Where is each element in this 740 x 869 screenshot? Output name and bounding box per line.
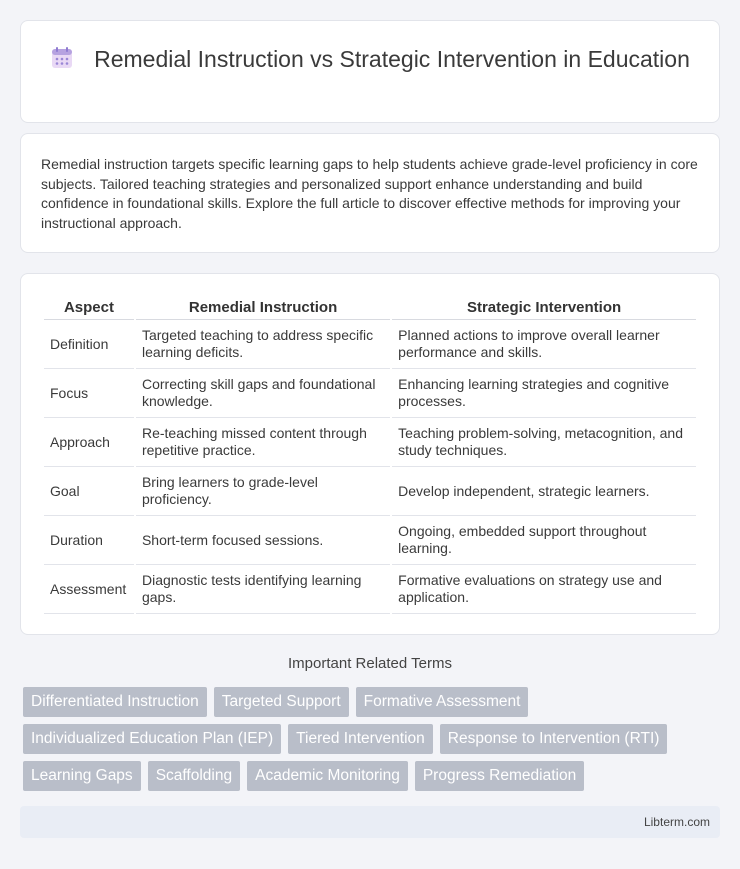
tag-scaffolding[interactable]: Scaffolding — [148, 761, 240, 791]
page-title-text: Remedial Instruction vs Strategic Intervention in Education — [94, 46, 690, 72]
cell-strategic: Teaching problem-solving, metacognition, and study techniques. — [392, 418, 696, 467]
cell-remedial: Re-teaching missed content through repetitive practice. — [136, 418, 390, 467]
cell-aspect: Goal — [44, 467, 134, 516]
cell-remedial: Diagnostic tests identifying learning gaps. — [136, 565, 390, 614]
tag-row — [23, 761, 723, 791]
cell-aspect: Duration — [44, 516, 134, 565]
tag-row — [23, 687, 723, 717]
table-row — [44, 516, 696, 565]
calendar-icon — [50, 46, 74, 77]
related-terms-title: Important Related Terms — [288, 655, 452, 672]
footer-site-link[interactable]: Libterm.com — [643, 815, 710, 829]
cell-strategic: Formative evaluations on strategy use and application. — [392, 565, 696, 614]
cell-aspect: Focus — [44, 369, 134, 418]
table-row — [44, 418, 696, 467]
header-strategic: Strategic Intervention — [392, 296, 696, 320]
cell-aspect: Definition — [44, 320, 134, 369]
tag-learning-gaps[interactable]: Learning Gaps — [23, 761, 141, 791]
cell-remedial: Correcting skill gaps and foundational knowledge. — [136, 369, 390, 418]
table-row — [44, 467, 696, 516]
tag-iep[interactable]: Individualized Education Plan (IEP) — [23, 724, 281, 754]
comparison-table-card — [20, 273, 720, 635]
cell-remedial: Short-term focused sessions. — [136, 516, 390, 565]
page-title — [21, 45, 719, 77]
cell-strategic: Ongoing, embedded support throughout learning. — [392, 516, 696, 565]
tag-rti[interactable]: Response to Intervention (RTI) — [440, 724, 668, 754]
table-row — [44, 565, 696, 614]
cell-strategic: Develop independent, strategic learners. — [392, 467, 696, 516]
cell-aspect: Approach — [44, 418, 134, 467]
header-remedial: Remedial Instruction — [136, 296, 390, 320]
cell-remedial: Bring learners to grade-level proficiency. — [136, 467, 390, 516]
intro-paragraph: Remedial instruction targets specific learning gaps to help students achieve grade-level proficiency in core subjects. Tailored teaching strategies and personalized support enhance understanding and build confidence in foundational skills. Explore the full article to discover effective methods for improving your instructional approach. — [41, 156, 698, 231]
tag-formative-assessment[interactable]: Formative Assessment — [356, 687, 529, 717]
table-header-row — [44, 296, 696, 320]
tag-tiered-intervention[interactable]: Tiered Intervention — [288, 724, 433, 754]
tag-row — [23, 724, 723, 754]
table-row — [44, 369, 696, 418]
cell-aspect: Assessment — [44, 565, 134, 614]
footer — [20, 806, 720, 838]
cell-strategic: Planned actions to improve overall learner performance and skills. — [392, 320, 696, 369]
comparison-table — [42, 296, 698, 614]
tag-academic-monitoring[interactable]: Academic Monitoring — [247, 761, 408, 791]
intro-card — [20, 133, 720, 253]
tag-differentiated-instruction[interactable]: Differentiated Instruction — [23, 687, 207, 717]
cell-strategic: Enhancing learning strategies and cognitive processes. — [392, 369, 696, 418]
cell-remedial: Targeted teaching to address specific learning deficits. — [136, 320, 390, 369]
table-row — [44, 320, 696, 369]
related-terms-list — [23, 687, 723, 798]
tag-progress-remediation[interactable]: Progress Remediation — [415, 761, 584, 791]
tag-targeted-support[interactable]: Targeted Support — [214, 687, 349, 717]
header-card — [20, 20, 720, 123]
header-aspect: Aspect — [44, 296, 134, 320]
